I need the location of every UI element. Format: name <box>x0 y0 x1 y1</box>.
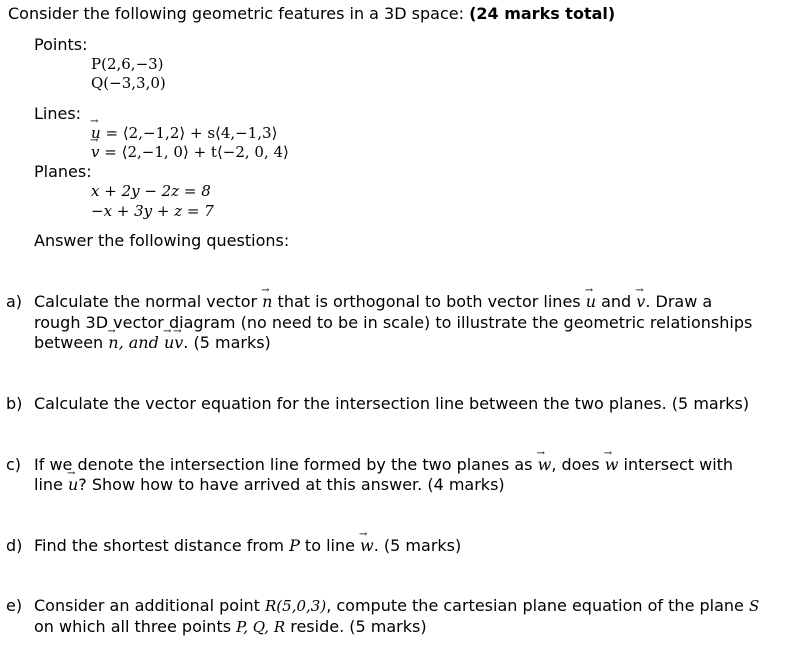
question-a-letter: a) <box>6 292 23 311</box>
instruction-text: Answer the following questions: <box>34 231 290 250</box>
qa-text-6: . (5 marks) <box>183 333 271 352</box>
points-label: Points: <box>34 35 88 54</box>
qc-text-2: , does <box>551 455 605 474</box>
w-vector-symbol: w → <box>538 455 552 475</box>
lines-label: Lines: <box>34 104 82 123</box>
n-vector-symbol: n → <box>108 333 118 353</box>
v-vector-symbol: v → <box>91 142 99 162</box>
question-d-letter: d) <box>6 536 23 555</box>
qe-text-1: Consider an additional point <box>34 596 266 615</box>
question-a-line3 <box>34 333 271 353</box>
question-b-text: Calculate the vector equation for the intersection line between the two planes. (5 marks) <box>34 394 750 413</box>
qa-math-join: , and <box>118 333 164 352</box>
u-vector-symbol: u → <box>586 292 596 312</box>
question-c-line1 <box>34 455 733 475</box>
w-vector-symbol: w → <box>605 455 619 475</box>
qa-text-3: and <box>596 292 637 311</box>
plane-1: x + 2y − 2z = 8 <box>91 182 211 200</box>
u-vector-symbol: u → <box>164 333 174 353</box>
v-vector-symbol: v → <box>636 292 645 312</box>
question-e-line1 <box>34 596 759 616</box>
plane-2: −x + 3y + z = 7 <box>91 202 214 220</box>
question-d-text <box>34 536 461 556</box>
question-b-letter: b) <box>6 394 23 413</box>
qc-text-4: line <box>34 475 68 494</box>
qc-text-5: ? Show how to have arrived at this answer. (4 marks) <box>78 475 505 494</box>
question-a-line2: rough 3D vector diagram (no need to be in scale) to illustrate the geometric relationships <box>34 313 753 332</box>
qe-point-r: R(5,0,3) <box>265 597 327 615</box>
qc-text-1: If we denote the intersection line formed by the two planes as <box>34 455 538 474</box>
question-c-letter: c) <box>6 455 22 474</box>
qa-text-4: . Draw a <box>645 292 713 311</box>
qe-text-4: reside. (5 marks) <box>285 617 427 636</box>
point-q: Q(−3,3,0) <box>91 74 166 92</box>
question-header <box>8 4 615 24</box>
question-c-line2 <box>34 475 505 495</box>
qe-plane-s: S <box>748 597 760 615</box>
intro-text: Consider the following geometric features in a 3D space: <box>8 4 470 23</box>
qd-text-3: . (5 marks) <box>373 536 462 555</box>
n-vector-symbol: n → <box>262 292 272 312</box>
qc-text-3: intersect with <box>618 455 734 474</box>
line-u <box>91 123 277 143</box>
u-equation: = ⟨2,−1,2⟩ + s⟨4,−1,3⟩ <box>100 124 278 142</box>
planes-label: Planes: <box>34 162 92 181</box>
qd-text-2: to line <box>299 536 361 555</box>
line-v <box>91 142 289 162</box>
w-vector-symbol: w → <box>360 536 374 556</box>
qa-text-5: between <box>34 333 109 352</box>
total-marks: (24 marks total) <box>469 4 616 23</box>
qa-text-2: that is orthogonal to both vector lines <box>272 292 586 311</box>
question-e-letter: e) <box>6 596 23 615</box>
qd-text-1: Find the shortest distance from <box>34 536 290 555</box>
v-equation: = ⟨2,−1, 0⟩ + t⟨−2, 0, 4⟩ <box>99 143 289 161</box>
qe-text-3: on which all three points <box>34 617 237 636</box>
u-vector-symbol: u → <box>91 123 101 143</box>
question-e-line2 <box>34 617 427 637</box>
u-vector-symbol: u → <box>68 475 78 495</box>
qa-text-1: Calculate the normal vector <box>34 292 263 311</box>
qe-points-pqr: P, Q, R <box>236 618 286 636</box>
qd-point-p: P <box>289 536 300 555</box>
qe-text-2: , compute the cartesian plane equation of the plane <box>326 596 749 615</box>
question-a-line1 <box>34 292 712 312</box>
point-p: P(2,6,−3) <box>91 55 164 73</box>
v-vector-symbol: v → <box>174 333 183 353</box>
